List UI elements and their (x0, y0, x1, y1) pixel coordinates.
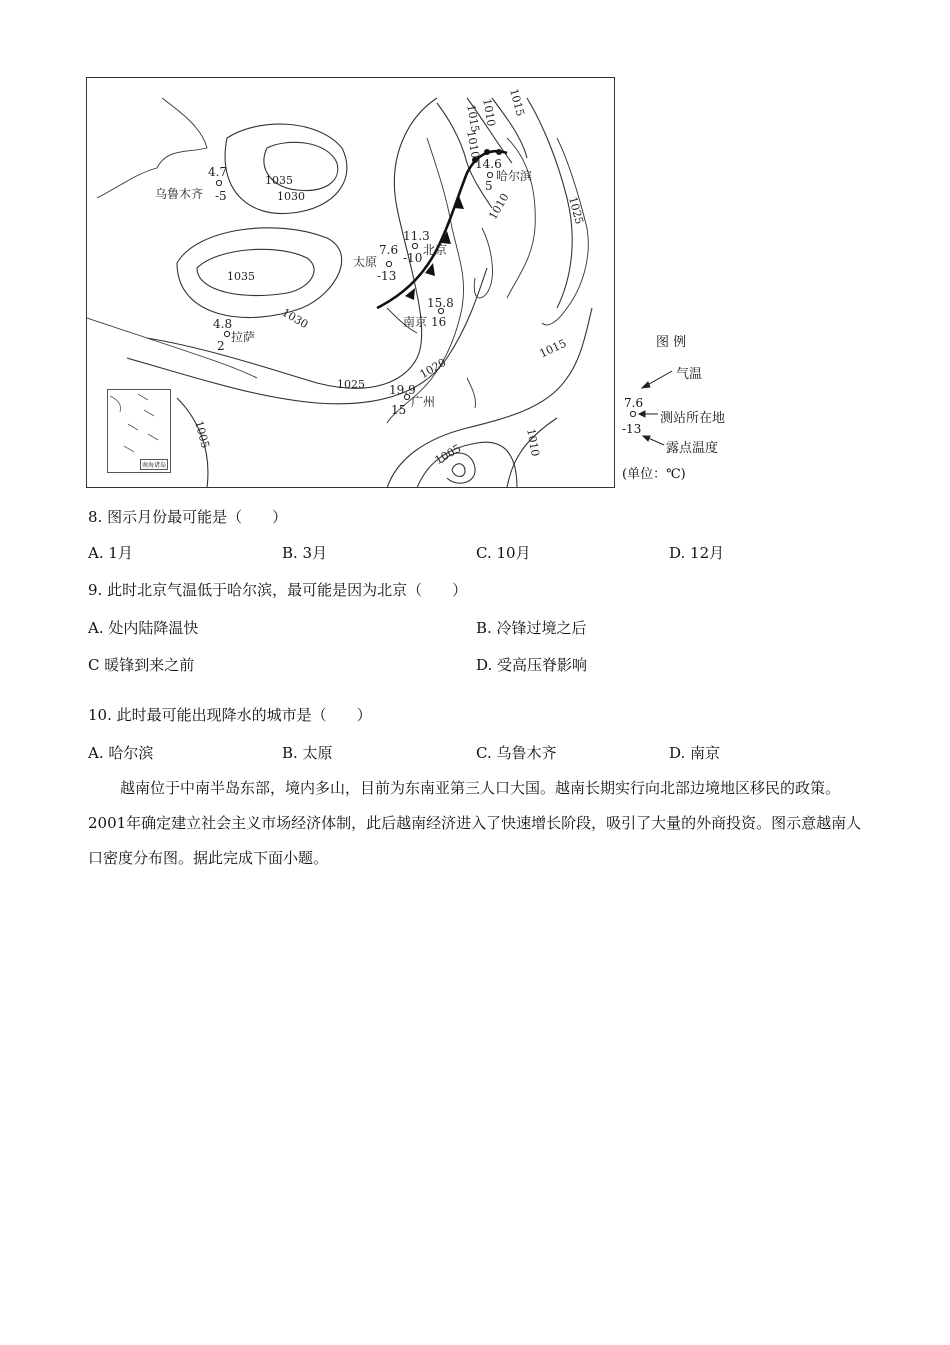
isobar-label: 1030 (279, 305, 311, 332)
station-name-lhasa: 拉萨 (231, 330, 256, 344)
isobar-label: 1005 (192, 419, 212, 450)
legend-sample-dew: -13 (622, 422, 642, 436)
station-name-nanjing: 南京 (403, 315, 428, 329)
station-temp-beijing: 11.3 (403, 229, 430, 243)
vietnam-passage (88, 771, 868, 876)
station-temp-nanjing: 15.8 (427, 296, 454, 310)
station-name-urumqi: 乌鲁木齐 (155, 187, 204, 201)
q9-option-c[interactable]: C 暖锋到来之前 (88, 656, 195, 674)
station-dew-nanjing: 16 (431, 315, 447, 329)
station-name-harbin: 哈尔滨 (496, 169, 533, 183)
station-temp-guangzhou: 19.9 (389, 383, 416, 397)
legend-unit: (单位：℃) (622, 467, 686, 482)
map-legend (620, 325, 770, 485)
q10-stem: 10. 此时最可能出现降水的城市是（ ） (88, 706, 372, 724)
q8-option-c[interactable]: C. 10月 (476, 544, 531, 562)
q9-option-a[interactable]: A. 处内陆降温快 (88, 619, 199, 637)
isobar-label: 1005 (432, 441, 464, 468)
legend-dew-label: 露点温度 (666, 441, 719, 456)
q9-option-b[interactable]: B. 冷锋过境之后 (476, 619, 587, 637)
station-name-taiyuan: 太原 (353, 255, 378, 269)
legend-temp-label: 气温 (676, 367, 703, 382)
station-temp-urumqi: 4.7 (208, 165, 228, 179)
q10-option-d[interactable]: D. 南京 (669, 744, 721, 762)
isobar-label: 1030 (277, 190, 305, 203)
station-temp-lhasa: 4.8 (213, 317, 233, 331)
station-temp-taiyuan: 7.6 (379, 243, 399, 257)
q8-stem: 8. 图示月份最可能是（ ） (88, 508, 288, 526)
q8-option-b[interactable]: B. 3月 (282, 544, 328, 562)
passage-text: 越南位于中南半岛东部，境内多山，目前为东南亚第三人口大国。越南长期实行向北部边境地区移民的政策。2001年确定建立社会主义市场经济体制，此后越南经济进入了快速增长阶段，吸引了大量的外商投资。图示意越南人口密度分布图。据此完成下面小题。 (88, 779, 862, 867)
isobar-label: 1010 (480, 97, 498, 128)
q9-option-d[interactable]: D. 受高压脊影响 (476, 656, 588, 674)
isobar-label: 1035 (265, 174, 293, 187)
isobar-label: 1015 (464, 103, 482, 134)
station-dew-taiyuan: -13 (377, 269, 397, 283)
station-dew-lhasa: 2 (217, 339, 225, 353)
legend-station-label: 测站所在地 (660, 411, 726, 426)
q9-stem: 9. 此时北京气温低于哈尔滨，最可能是因为北京（ ） (88, 581, 468, 599)
q8-option-a[interactable]: A. 1月 (88, 544, 133, 562)
legend-title: 图 例 (656, 335, 687, 350)
legend-arrows (620, 325, 770, 485)
isobar-label: 1025 (337, 378, 365, 391)
isobar-label: 1010 (524, 427, 542, 458)
isobar-label: 1035 (227, 270, 255, 283)
south-china-sea-inset (107, 389, 171, 473)
station-name-beijing: 北京 (423, 243, 448, 257)
inset-caption: 南海诸岛 (140, 459, 168, 470)
station-dew-guangzhou: 15 (391, 403, 407, 417)
station-dew-urumqi: -5 (215, 189, 227, 203)
station-temp-harbin: 14.6 (475, 157, 502, 171)
q8-option-d[interactable]: D. 12月 (669, 544, 725, 562)
q10-option-c[interactable]: C. 乌鲁木齐 (476, 744, 557, 762)
station-dew-beijing: -10 (403, 251, 423, 265)
station-name-guangzhou: 广州 (411, 395, 436, 409)
isobar-label: 1025 (566, 195, 586, 226)
isobar-label: 1010 (486, 191, 512, 222)
legend-sample-temp: 7.6 (624, 396, 644, 410)
isobar-label: 1015 (507, 87, 527, 118)
station-dew-harbin: 5 (485, 179, 493, 193)
isobar-label: 1020 (417, 355, 449, 382)
isobar-label: 1010 (464, 129, 482, 160)
q10-option-b[interactable]: B. 太原 (282, 744, 333, 762)
q10-option-a[interactable]: A. 哈尔滨 (88, 744, 154, 762)
isobar-label: 1015 (537, 336, 569, 361)
weather-map (86, 77, 615, 488)
